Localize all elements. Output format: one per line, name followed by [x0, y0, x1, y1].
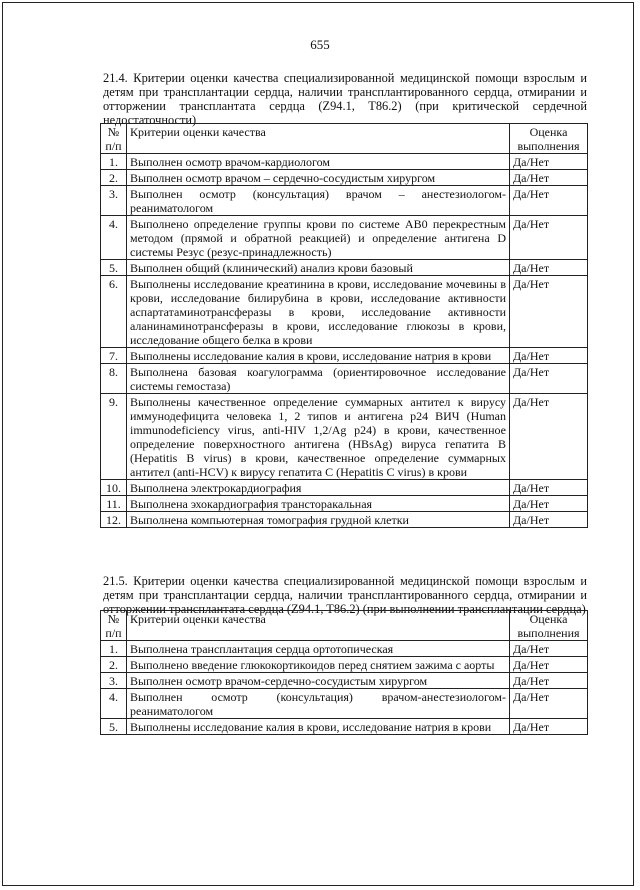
row-evaluation: Да/Нет	[510, 186, 588, 216]
table-row	[101, 394, 588, 480]
row-evaluation: Да/Нет	[510, 689, 588, 719]
row-evaluation: Да/Нет	[510, 394, 588, 480]
table-header-row	[101, 124, 588, 154]
row-num: 5.	[101, 719, 127, 735]
row-criterion: Выполнен осмотр (консультация) врачом – анестезиологом-реаниматологом	[127, 186, 510, 216]
row-num: 2.	[101, 657, 127, 673]
row-num: 12.	[101, 512, 127, 528]
row-evaluation: Да/Нет	[510, 480, 588, 496]
row-num: 8.	[101, 364, 127, 394]
table-row	[101, 496, 588, 512]
table-header-row	[101, 611, 588, 641]
row-num: 1.	[101, 641, 127, 657]
row-evaluation: Да/Нет	[510, 512, 588, 528]
row-num: 2.	[101, 170, 127, 186]
row-criterion: Выполнена компьютерная томография грудной клетки	[127, 512, 510, 528]
table-row	[101, 154, 588, 170]
row-criterion: Выполнено определение группы крови по системе АВ0 перекрестным методом (прямой и обратной реакцией) и определение антигена D системы Резус (резус-принадлежность)	[127, 216, 510, 260]
row-criterion: Выполнены качественное определение суммарных антител к вирусу иммунодефицита человека 1, 2 типов и антигена p24 ВИЧ (Human immunodeficiency virus, anti-HIV 1,2/Ag p24) в крови, качественное определение поверхностного антигена (HBsAg) вируса гепатита B (Hepatitis B virus) в крови, качественное определение суммарных антител (anti-HCV) к вирусу гепатита C (Hepatitis C virus) в крови	[127, 394, 510, 480]
criteria-table-21-4	[100, 123, 588, 528]
row-criterion: Выполнен осмотр врачом-сердечно-сосудистым хирургом	[127, 673, 510, 689]
row-evaluation: Да/Нет	[510, 260, 588, 276]
row-num: 11.	[101, 496, 127, 512]
table-row	[101, 276, 588, 348]
header-num: № п/п	[101, 124, 127, 154]
row-criterion: Выполнены исследование креатинина в крови, исследование мочевины в крови, исследование билирубина в крови, исследование активности аспартатаминотрансферазы в крови, исследование активности аланинаминотрансферазы в крови, исследование глюкозы в крови, исследование общего белка в крови	[127, 276, 510, 348]
table-row	[101, 673, 588, 689]
row-criterion: Выполнен осмотр врачом – сердечно-сосудистым хирургом	[127, 170, 510, 186]
table-row	[101, 260, 588, 276]
row-num: 5.	[101, 260, 127, 276]
row-evaluation: Да/Нет	[510, 673, 588, 689]
row-evaluation: Да/Нет	[510, 641, 588, 657]
row-evaluation: Да/Нет	[510, 496, 588, 512]
table-row	[101, 348, 588, 364]
row-criterion: Выполнена трансплантация сердца ортотопическая	[127, 641, 510, 657]
header-num: № п/п	[101, 611, 127, 641]
row-criterion: Выполнен осмотр (консультация) врачом-анестезиологом-реаниматологом	[127, 689, 510, 719]
row-num: 10.	[101, 480, 127, 496]
row-num: 9.	[101, 394, 127, 480]
row-criterion: Выполнена базовая коагулограмма (ориентировочное исследование системы гемостаза)	[127, 364, 510, 394]
page-number: 655	[310, 37, 330, 52]
header-evaluation: Оценка выполнения	[510, 124, 588, 154]
row-num: 1.	[101, 154, 127, 170]
criteria-table-21-5	[100, 610, 588, 735]
row-evaluation: Да/Нет	[510, 216, 588, 260]
row-criterion: Выполнено введение глюкокортикоидов перед снятием зажима с аорты	[127, 657, 510, 673]
row-criterion: Выполнена эхокардиография трансторакальная	[127, 496, 510, 512]
row-criterion: Выполнен общий (клинический) анализ крови базовый	[127, 260, 510, 276]
table-row	[101, 657, 588, 673]
row-num: 3.	[101, 186, 127, 216]
table-row	[101, 216, 588, 260]
row-num: 6.	[101, 276, 127, 348]
table-row	[101, 689, 588, 719]
row-evaluation: Да/Нет	[510, 170, 588, 186]
row-evaluation: Да/Нет	[510, 276, 588, 348]
section-heading-21-5: 21.5. Критерии оценки качества специализированной медицинской помощи взрослым и детям при трансплантации сердца, наличии трансплантированного сердца, отмирании и отторжении трансплантата сердца (Z94.1, T86.2) (при выполнении трансплантации сердца)	[103, 574, 587, 616]
table-row	[101, 641, 588, 657]
section-heading-21-4: 21.4. Критерии оценки качества специализированной медицинской помощи взрослым и детям при трансплантации сердца, наличии трансплантированного сердца, отмирании и отторжении трансплантата сердца (Z94.1, T86.2) (при критической сердечной недостаточности)	[103, 71, 587, 127]
table-row	[101, 512, 588, 528]
table-row	[101, 719, 588, 735]
header-evaluation: Оценка выполнения	[510, 611, 588, 641]
row-evaluation: Да/Нет	[510, 719, 588, 735]
row-criterion: Выполнены исследование калия в крови, исследование натрия в крови	[127, 348, 510, 364]
row-num: 7.	[101, 348, 127, 364]
row-num: 4.	[101, 216, 127, 260]
table-row	[101, 480, 588, 496]
header-criteria: Критерии оценки качества	[127, 611, 510, 641]
row-criterion: Выполнен осмотр врачом-кардиологом	[127, 154, 510, 170]
row-criterion: Выполнена электрокардиография	[127, 480, 510, 496]
row-num: 4.	[101, 689, 127, 719]
row-evaluation: Да/Нет	[510, 154, 588, 170]
header-criteria: Критерии оценки качества	[127, 124, 510, 154]
row-criterion: Выполнены исследование калия в крови, исследование натрия в крови	[127, 719, 510, 735]
table-row	[101, 364, 588, 394]
table-row	[101, 170, 588, 186]
row-evaluation: Да/Нет	[510, 348, 588, 364]
row-num: 3.	[101, 673, 127, 689]
row-evaluation: Да/Нет	[510, 657, 588, 673]
row-evaluation: Да/Нет	[510, 364, 588, 394]
table-row	[101, 186, 588, 216]
